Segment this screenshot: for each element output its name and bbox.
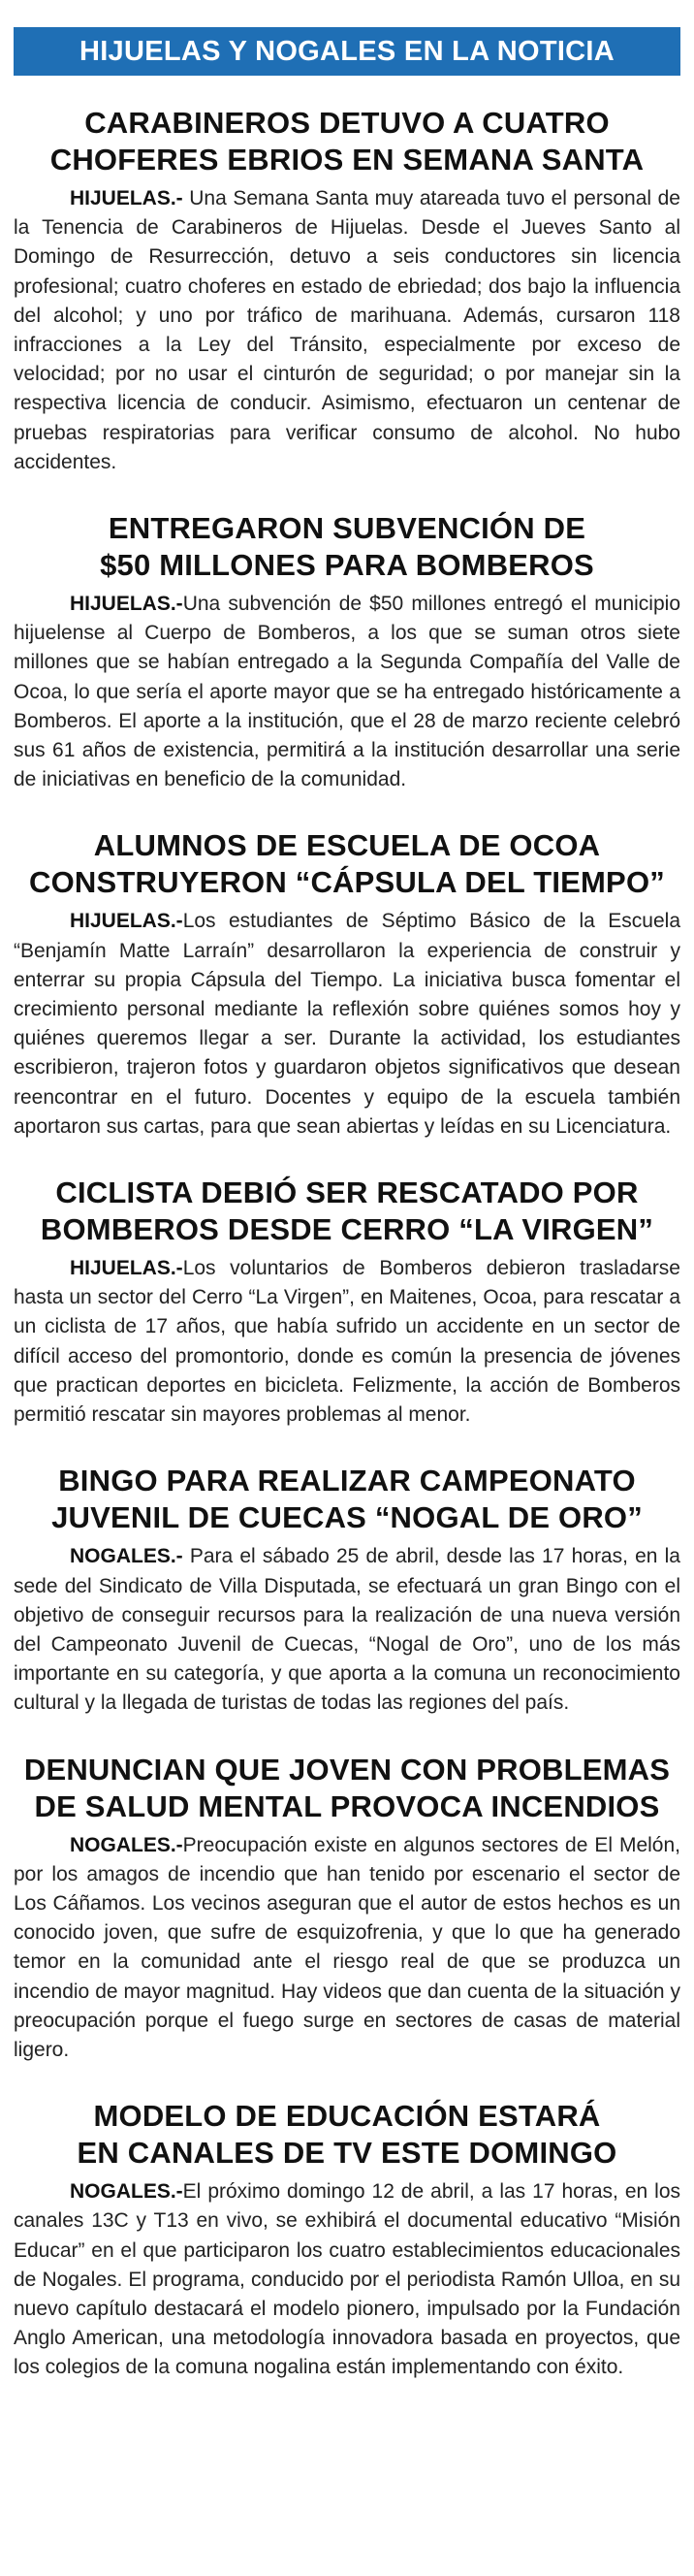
article-body: HIJUELAS.- Una Semana Santa muy atareada tuvo el personal de la Tenencia de Carabineros de Hijuelas. Desde el Jueves Santo al Domingo de Resurrección, detuvo a seis conductores sin licencia profesional; cuatro choferes en estado de ebriedad; dos bajo la influencia del alcohol; y uno por tráfico de marihuana. Además, cursaron 118 infracciones a la Ley del Tránsito, especialmente por exceso de velocidad; por no usar el cinturón de seguridad; o por manejar sin la respectiva licencia de conducir. Asimismo, efectuaron un centenar de pruebas respiratorias para verificar consumo de alcohol. No hubo accidentes. xyxy=(14,187,680,473)
article-ciclista-rescate xyxy=(14,1175,680,1430)
article-body: HIJUELAS.-Una subvención de $50 millones entregó el municipio hijuelense al Cuerpo de Bomberos, a los que se suman otros siete millones que se habían entregado a la Segunda Compañía del Valle de Ocoa, lo que sería el aporte mayor que se ha entregado históricamente a Bomberos. El aporte a la institución, que el 28 de marzo reciente celebró sus 61 años de existencia, permitirá a la institución desarrollar una serie de iniciativas en beneficio de la comunidad. xyxy=(14,593,680,791)
article-capsula-tiempo xyxy=(14,827,680,1142)
article-body: NOGALES.- Para el sábado 25 de abril, desde las 17 horas, en la sede del Sindicato de Villa Disputada, se efectuará un gran Bingo con el objetivo de conseguir recursos para la realización de una nueva versión del Campeonato Juvenil de Cuecas, “Nogal de Oro”, uno de los más importante en su categoría, y que aporta a la comuna un reconocimiento cultural y la llegada de turistas de todas las regiones del país. xyxy=(14,1545,680,1715)
article-body: HIJUELAS.-Los voluntarios de Bomberos debieron trasladarse hasta un sector del Cerro “La Virgen”, en Maitenes, Ocoa, para rescatar a un ciclista de 17 años, que había sufrido un accidente en un sector de difícil acceso del promontorio, donde es común la presencia de jóvenes que practican deportes en bicicleta. Felizmente, la acción de Bomberos permitió rescatar sin mayores problemas al menor. xyxy=(14,1257,680,1427)
article-body: HIJUELAS.-Los estudiantes de Séptimo Básico de la Escuela “Benjamín Matte Larraín” desarrollaron la experiencia de construir y enterrar su propia Cápsula del Tiempo. La iniciativa busca fomentar el crecimiento personal mediante la reflexión sobre quiénes somos hoy y quiénes queremos llegar a ser. Durante la actividad, los estudiantes escribieron, trajeron fotos y guardaron objetos significativos que desean reencontrar en el futuro. Docentes y equipo de la escuela también aportaron sus cartas, para que sean abiertas y leídas en su Licenciatura. xyxy=(14,910,680,1138)
article-dateline: HIJUELAS.- xyxy=(70,910,183,933)
article-dateline: HIJUELAS.- xyxy=(70,593,183,616)
article-body: NOGALES.-Preocupación existe en algunos sectores de El Melón, por los amagos de incendio que han tenido por escenario el sector de Los Cáñamos. Los vecinos aseguran que el autor de estos hechos es un conocido joven, que sufre de esquizofrenia, y que lo que ha generado temor en la comunidad ante el riesgo real de que se produzca un incendio de mayor magnitud. Hay videos que dan cuenta de la situación y preocupación porque el fuego surge en sectores de casas de material ligero. xyxy=(14,1833,680,2061)
article-headline: CICLISTA DEBIÓ SER RESCATADO POR BOMBEROS DESDE CERRO “LA VIRGEN” xyxy=(40,1175,654,1247)
article-dateline: HIJUELAS.- xyxy=(70,1257,183,1280)
article-dateline: NOGALES.- xyxy=(70,1545,183,1568)
article-headline: BINGO PARA REALIZAR CAMPEONATO JUVENIL DE CUECAS “NOGAL DE ORO” xyxy=(51,1464,643,1535)
article-dateline: NOGALES.- xyxy=(70,1833,183,1856)
news-page xyxy=(0,27,694,2576)
article-body: NOGALES.-El próximo domingo 12 de abril, a las 17 horas, en los canales 13C y T13 en vivo, se exhibirá el documental educativo “Misión Educar” en el que participaron los cuatro establecimientos educacionales de Nogales. El programa, conducido por el periodista Ramón Ulloa, en su nuevo capítulo destacará el modelo pionero, impulsado por la Fundación Anglo American, una metodología innovadora basada en proyectos, que los colegios de la comuna nogalina están implementando con éxito. xyxy=(14,2180,680,2379)
article-modelo-educacion xyxy=(14,2098,680,2382)
section-banner: HIJUELAS Y NOGALES EN LA NOTICIA xyxy=(14,27,680,76)
article-headline: CARABINEROS DETUVO A CUATRO CHOFERES EBRIOS EN SEMANA SANTA xyxy=(49,106,645,177)
article-incendios xyxy=(14,1752,680,2066)
article-headline: ENTREGARON SUBVENCIÓN DE $50 MILLONES PARA BOMBEROS xyxy=(100,511,594,583)
article-dateline: NOGALES.- xyxy=(70,2180,183,2204)
article-subvencion-bomberos xyxy=(14,510,680,794)
article-bingo-cuecas xyxy=(14,1463,680,1718)
article-headline: ALUMNOS DE ESCUELA DE OCOA CONSTRUYERON “CÁPSULA DEL TIEMPO” xyxy=(29,828,665,900)
article-carabineros xyxy=(14,105,680,477)
article-headline: DENUNCIAN QUE JOVEN CON PROBLEMAS DE SALUD MENTAL PROVOCA INCENDIOS xyxy=(23,1752,671,1823)
article-headline: MODELO DE EDUCACIÓN ESTARÁ EN CANALES DE TV ESTE DOMINGO xyxy=(77,2099,617,2171)
article-dateline: HIJUELAS.- xyxy=(70,187,183,209)
